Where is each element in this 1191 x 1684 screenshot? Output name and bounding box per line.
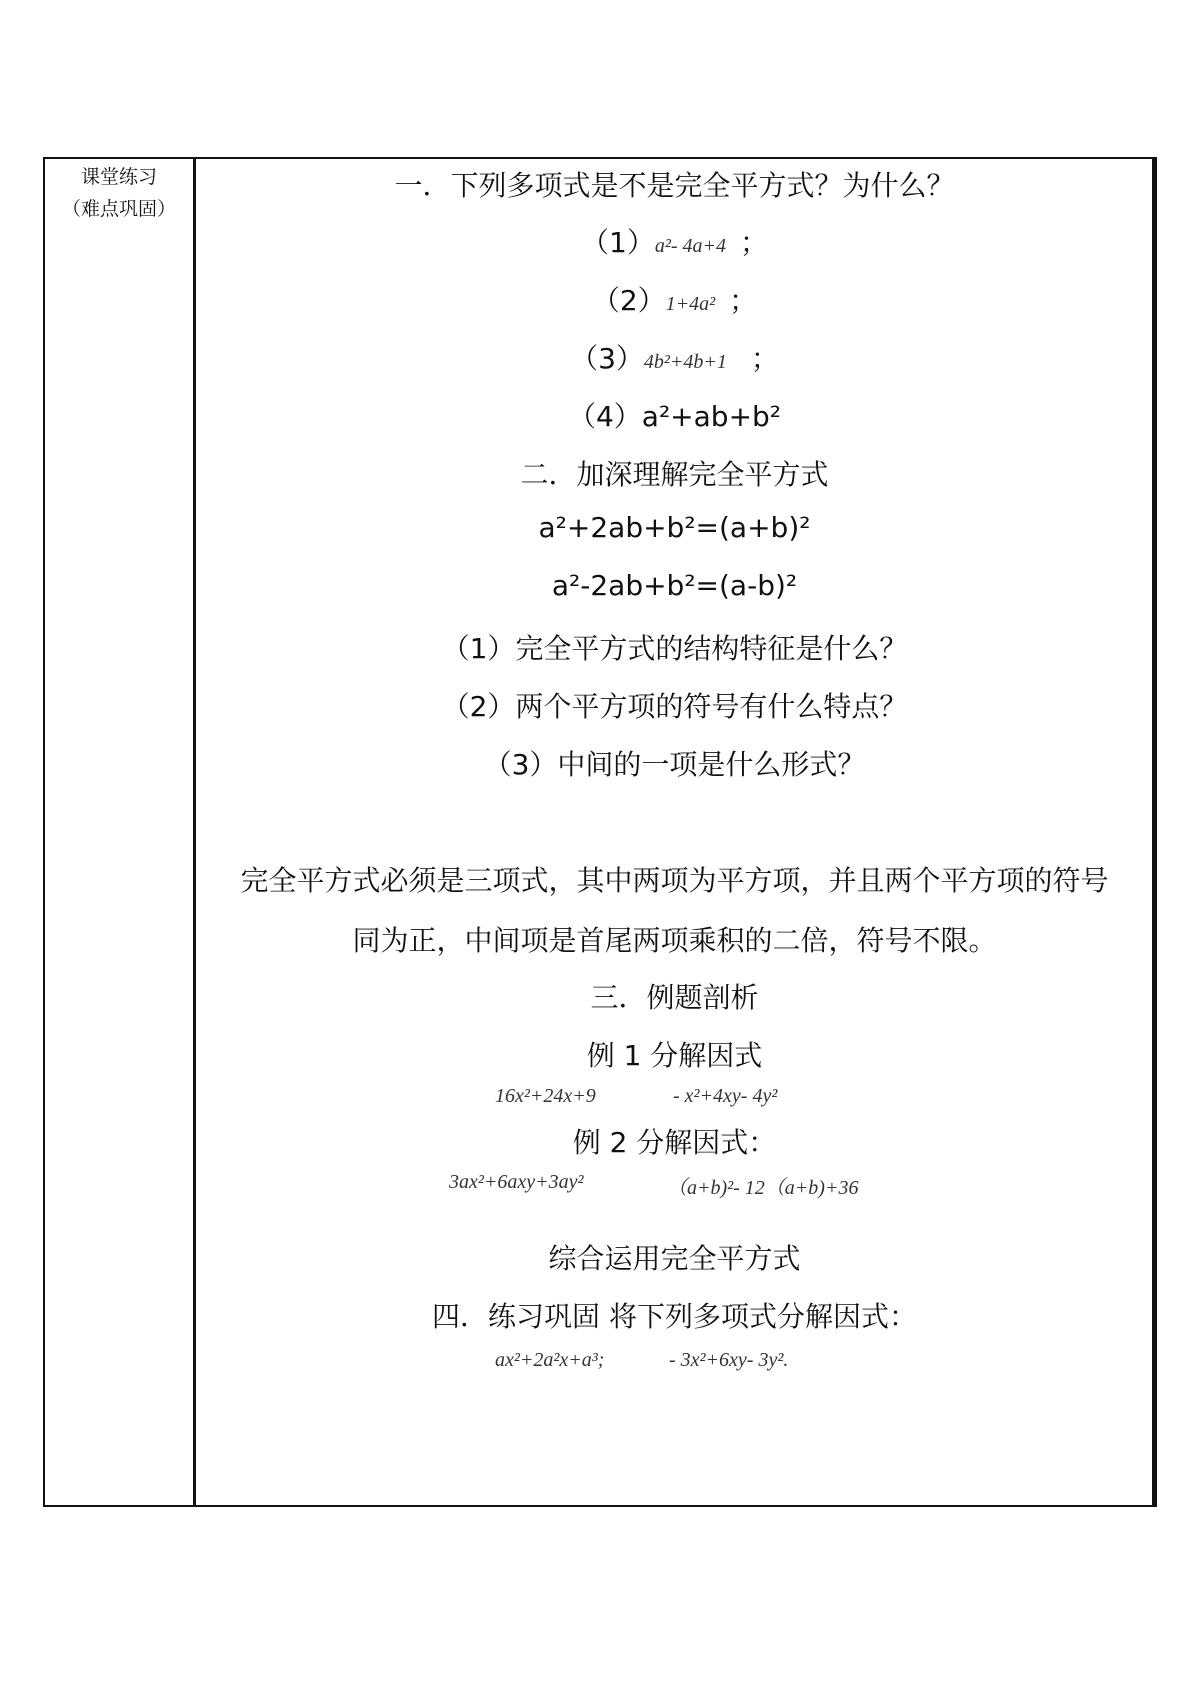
example2-title: 例 2 分解因式： <box>572 1126 777 1159</box>
example1-expr-b: - x²+4xy- 4y² <box>673 1085 778 1107</box>
item-tail: ； <box>739 226 768 259</box>
item-expression: a²- 4a+4 <box>654 235 726 257</box>
section1-item-3 <box>197 337 1152 377</box>
practice-expr-b: - 3x²+6xy- 3y². <box>669 1349 789 1371</box>
section1-item-1 <box>197 221 1152 261</box>
item-expression: 4b²+4b+1 <box>643 351 727 373</box>
example1-title: 例 1 分解因式 <box>586 1039 763 1072</box>
question-3: （3）中间的一项是什么形式？ <box>483 748 866 781</box>
row-label-cell <box>45 159 193 225</box>
practice-expr-a: ax²+2a²x+a³; <box>495 1349 605 1371</box>
section1-item-2 <box>197 279 1152 319</box>
table-right-border <box>1152 159 1155 1505</box>
item-number: （2） <box>591 284 666 317</box>
row-label-line1: 课堂练习 <box>80 166 157 188</box>
section4-title: 四．练习巩固 将下列多项式分解因式： <box>432 1300 917 1333</box>
column-divider <box>193 159 196 1505</box>
example1-expr-a: 16x²+24x+9 <box>495 1085 596 1107</box>
summary-line2: 同为正，中间项是首尾两项乘积的二倍，符号不限。 <box>352 924 997 957</box>
item-number: （3） <box>570 342 644 375</box>
item-expression: a²+ab+b² <box>641 400 782 433</box>
section4-subtitle: 综合运用完全平方式 <box>548 1242 801 1275</box>
summary-line1: 完全平方式必须是三项式，其中两项为平方项，并且两个平方项的符号 <box>240 864 1109 897</box>
lesson-table <box>43 157 1157 1507</box>
example2-expr-a: 3ax²+6axy+3ay² <box>449 1171 584 1193</box>
section1-title: 一．下列多项式是不是完全平方式？为什么？ <box>394 169 955 202</box>
formula-sum-square: a²+2ab+b²=(a+b)² <box>538 511 811 544</box>
row-label-line2: （难点巩固） <box>61 198 176 220</box>
question-1: （1）完全平方式的结构特征是什么？ <box>441 632 908 665</box>
section3-title: 三．例题剖析 <box>590 981 759 1014</box>
item-tail: ； <box>750 342 779 375</box>
item-expression: 1+4a² <box>665 293 716 315</box>
question-2: （2）两个平方项的符号有什么特点？ <box>441 690 908 723</box>
item-tail: ； <box>729 284 758 317</box>
example2-expr-b: （a+b)²- 12（a+b)+36 <box>667 1177 859 1199</box>
section2-title: 二．加深理解完全平方式 <box>520 458 829 491</box>
item-number: （4） <box>567 400 642 433</box>
formula-diff-square: a²-2ab+b²=(a-b)² <box>551 569 798 602</box>
section1-item-4 <box>197 395 1152 435</box>
item-number: （1） <box>581 226 655 259</box>
